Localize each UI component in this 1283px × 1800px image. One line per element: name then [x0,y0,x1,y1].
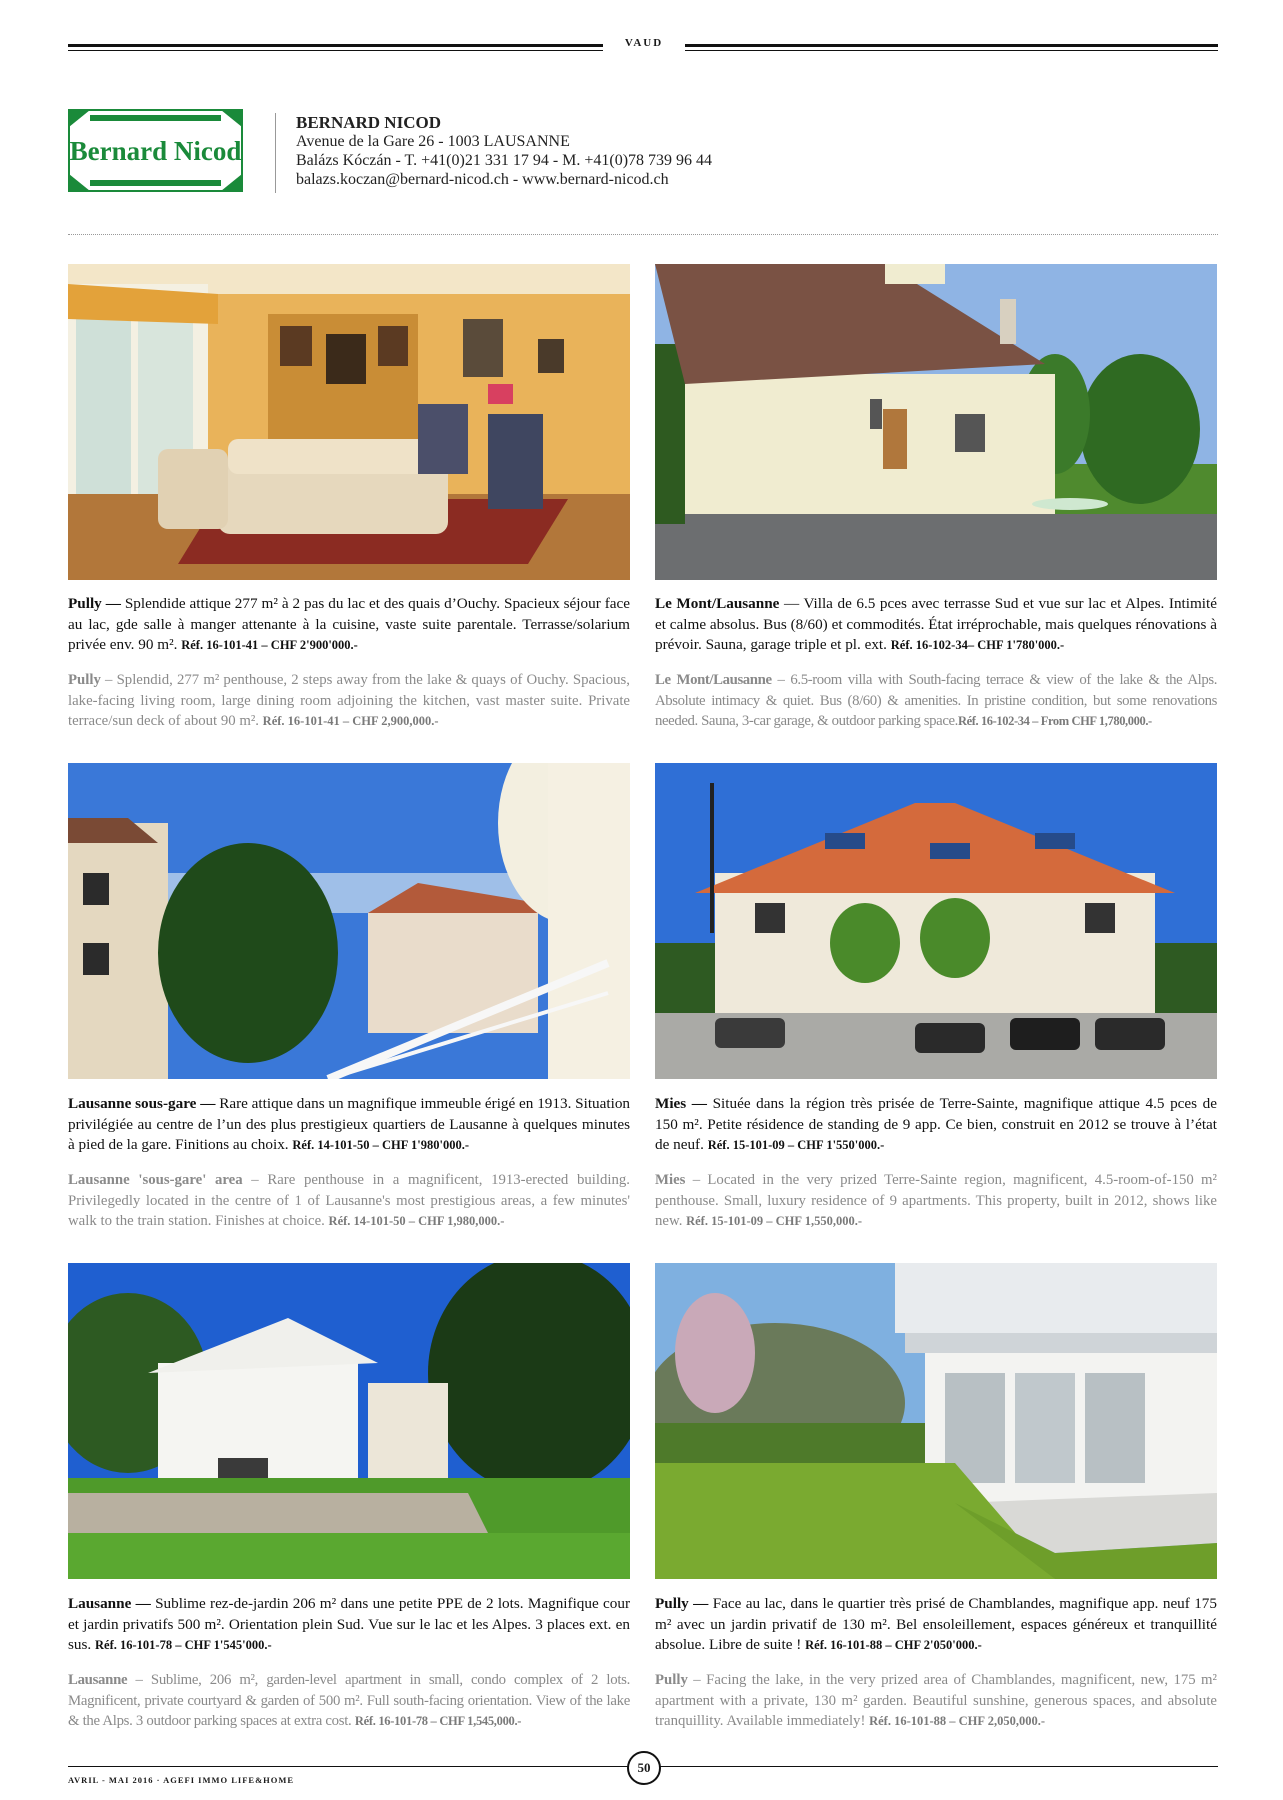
listing-4-fr-ref: Réf. 15-101-09 – CHF 1'550'000.- [707,1138,885,1152]
listing-6-fr-ref: Réf. 16-101-88 – CHF 2'050'000.- [805,1638,982,1652]
listing-5-en-ref: Réf. 16-101-78 – CHF 1,545,000.- [354,1714,522,1728]
listing-photo-lausanne-garden-house [68,1263,630,1579]
listing-4-fr [655,1094,1217,1156]
listing-5-fr [68,1594,630,1656]
listing-photo-pully-chamblandes [655,1263,1217,1579]
listing-1-fr-text: Splendide attique 277 m² à 2 pas du lac et des quais d’Ouchy. Spacieux séjour face au lac, gde salle à manger attenante à la cuisine, vaste suite parentale. Terrasse/solarium privée env. 90 m². [68,595,630,653]
agency-address: Avenue de la Gare 26 - 1003 LAUSANNE [296,133,570,150]
listing-photo-mies-residence [655,763,1217,1079]
listing-2-en-text: – 6.5-room villa with South-facing terrace & view of the lake & the Alps. Absolute intimacy & quiet. Bus (8/60) & amenities. In pristine condition, but some renovations needed. Sauna, 3-car garage, & outdoor parking space. [655,672,1217,729]
listing-2-fr-text: — Villa de 6.5 pces avec terrasse Sud et vue sur lac et Alpes. Intimité et calme absolus. Bus (8/60) et commodités. État irréprochable, mais quelques rénovations à prévoir. Sauna, garage triple et pl. ext. [655,595,1217,653]
listing-3-en-ref: Réf. 14-101-50 – CHF 1,980,000.- [328,1214,505,1228]
footer-issue: AVRIL - MAI 2016 · AGEFI IMMO LIFE&HOME [68,1775,295,1785]
listing-4-en-ref: Réf. 15-101-09 – CHF 1,550,000.- [686,1214,862,1228]
header-rule-left [68,44,603,47]
listing-4-fr-text: Située dans la région très prisée de Terre-Sainte, magnifique attique 4.5 pces de 150 m². Petite résidence de standing de 9 app. Ce bien, construit en 2012 se trouve à l’état de neuf. [655,1095,1217,1153]
listing-6-en-place: Pully [655,1672,688,1688]
listing-6-fr-text: Face au lac, dans le quartier très prisé de Chamblandes, magnifique app. neuf 175 m² avec un jardin privatif de 130 m². Bel ensoleillement, espaces généreux et tranquillité absolue. Libre de suite ! [655,1595,1217,1653]
listing-5-en-text: – Sublime, 206 m², garden-level apartment in small, condo complex of 2 lots. Magnificent, private courtyard & garden of 500 m². Full south-facing orientation. View of the lake & the Alps. 3 outdoor parking spaces at extra cost. [68,1672,630,1729]
listing-4-en-text: – Located in the very prized Terre-Sainte region, magnificent, 4.5-room-of-150 m² penthouse. Small, luxury residence of 9 apartments. This property, built in 2012, shows like new. [655,1172,1217,1229]
listing-2-en-place: Le Mont/Lausanne [655,672,772,688]
listing-6-fr [655,1594,1217,1656]
listing-2-fr-ref: Réf. 16-102-34– CHF 1'780'000.- [890,638,1065,652]
listing-5-fr-place: Lausanne — [68,1595,151,1612]
listing-3-fr-text: Rare attique dans un magnifique immeuble érigé en 1913. Situation privilégiée au centre de l’un des plus prestigieux quartiers de Lausanne à quelques minutes à pied de la gare. Finitions au choix. [68,1095,631,1153]
listing-4-fr-place: Mies — [655,1095,707,1112]
agency-logo [68,109,243,192]
agency-phones: Balázs Kóczán - T. +41(0)21 331 17 94 - M. +41(0)78 739 96 44 [296,152,713,169]
listing-1-en-text: – Splendid, 277 m² penthouse, 2 steps away from the lake & quays of Ouchy. Spacious, lake-facing living room, large dining room adjoining the kitchen, vast master suite. Private terrace/sun deck of about 90 m². [68,672,630,729]
listing-3-fr-ref: Réf. 14-101-50 – CHF 1'980'000.- [292,1138,469,1152]
page-number: 50 [627,1751,661,1785]
listing-1-fr-place: Pully — [68,595,121,612]
listing-6-en [655,1670,1217,1732]
listing-5-fr-ref: Réf. 16-101-78 – CHF 1'545'000.- [95,1638,272,1652]
header-rule-right [685,44,1218,47]
listing-3-en [68,1170,630,1232]
listing-3-fr-place: Lausanne sous-gare — [68,1095,216,1112]
section-title: VAUD [624,37,664,49]
listing-2-fr-place: Le Mont/Lausanne [655,595,780,612]
listing-6-en-text: – Facing the lake, in the very prized area of Chamblandes, magnificent, new, 175 m² apartment with a private, 130 m² garden. Beautiful sunshine, generous spaces, and absolute tranquillity. Available immediately! [655,1672,1217,1729]
listing-1-en-place: Pully [68,672,101,688]
listing-4-en [655,1170,1217,1232]
listing-2-en-ref: Réf. 16-102-34 – From CHF 1,780,000.- [957,714,1152,728]
agency-web: balazs.koczan@bernard-nicod.ch - www.bernard-nicod.ch [296,171,669,188]
agency-name: BERNARD NICOD [296,113,441,132]
listing-photo-lausanne-sous-gare-view [68,763,630,1079]
listing-5-fr-text: Sublime rez-de-jardin 206 m² dans une petite PPE de 2 lots. Magnifique cour et jardin privatifs 500 m². Orientation plein Sud. Vue sur le lac et les Alpes. 3 places ext. en sus. [68,1595,631,1653]
listing-1-en-ref: Réf. 16-101-41 – CHF 2,900,000.- [262,714,439,728]
listing-photo-pully-living-room [68,264,630,580]
listing-2-fr [655,594,1217,656]
header-rule-right-thin [685,50,1218,51]
listing-5-en-place: Lausanne [68,1672,128,1688]
header-rule-left-thin [68,50,603,51]
listing-photo-le-mont-villa [655,264,1217,580]
listing-4-en-place: Mies [655,1172,686,1188]
listing-2-en [655,670,1217,732]
listing-1-fr [68,594,630,656]
agency-contact [296,113,712,189]
header-dotted-rule [68,234,1218,235]
listing-6-fr-place: Pully — [655,1595,709,1612]
svg-text:Bernard Nicod: Bernard Nicod [69,136,242,166]
listing-3-en-place: Lausanne 'sous-gare' area [68,1172,243,1188]
listing-3-fr [68,1094,630,1156]
listing-1-en [68,670,630,732]
listing-6-en-ref: Réf. 16-101-88 – CHF 2,050,000.- [869,1714,1045,1728]
listing-1-fr-ref: Réf. 16-101-41 – CHF 2'900'000.- [181,638,358,652]
listing-3-en-text: – Rare penthouse in a magnificent, 1913-erected building. Privilegedly located in the centre of 1 of Lausanne's most prestigious areas, a few minutes' walk to the train station. Finishes at choice. [68,1172,630,1229]
listing-5-en [68,1670,630,1732]
agency-divider [275,113,276,193]
